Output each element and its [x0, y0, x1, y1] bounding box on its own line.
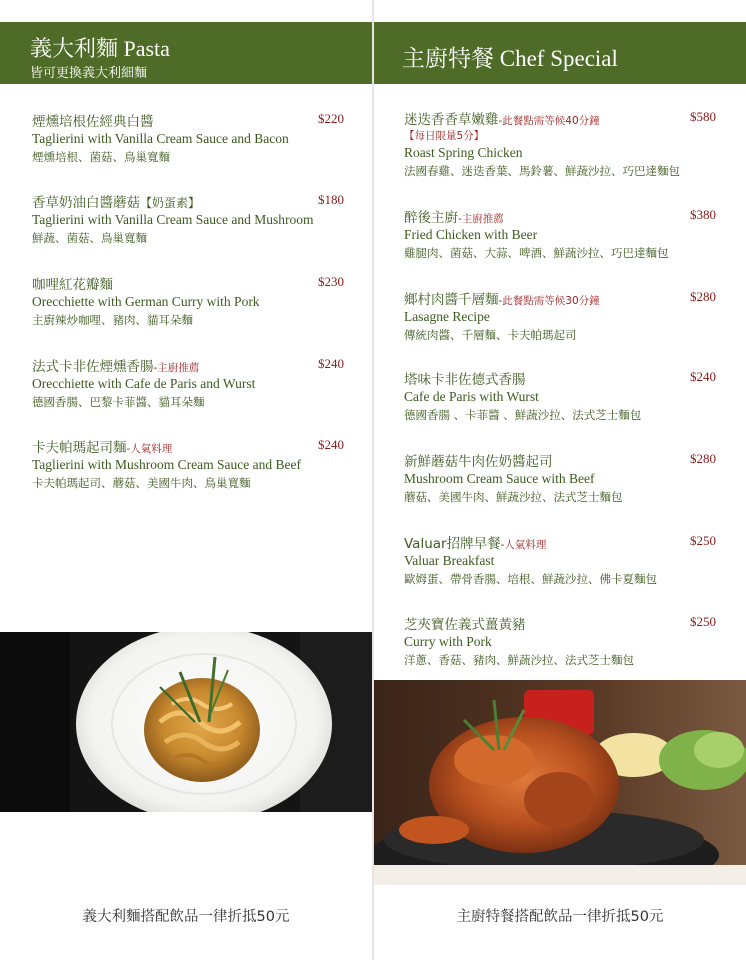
item-english-name: Taglierini with Vanilla Cream Sauce and Bacon	[32, 131, 289, 146]
special-item	[404, 108, 716, 180]
item-english-name: Fried Chicken with Beer	[404, 227, 538, 242]
special-header	[374, 22, 746, 84]
pasta-item	[32, 273, 344, 329]
special-item	[404, 368, 716, 424]
pasta-item	[32, 110, 344, 166]
special-footer-note: 主廚特餐搭配飲品一律折抵50元	[456, 909, 664, 925]
item-english-name: Valuar Breakfast	[404, 553, 495, 568]
pasta-photo-image	[0, 632, 372, 812]
special-item	[404, 532, 716, 588]
item-english-name: Mushroom Cream Sauce with Beef	[404, 471, 595, 486]
pasta-item	[32, 436, 344, 492]
item-price: $280	[690, 451, 716, 466]
special-item	[404, 206, 716, 262]
item-price: $250	[690, 614, 716, 629]
item-note: 【每日限量5分】	[404, 130, 485, 142]
item-description: 雞腿肉、菌菇、大蒜、啤酒、鮮蔬沙拉、巧巴達麵包	[404, 246, 669, 260]
item-description: 鮮蔬、菌菇、鳥巢寬麵	[32, 231, 147, 245]
special-title: 主廚特餐 Chef Special	[402, 46, 618, 71]
pasta-subtitle: 皆可更換義大利細麵	[30, 66, 148, 81]
item-english-name: Taglierini with Mushroom Cream Sauce and Beef	[32, 457, 301, 472]
item-description: 法國春雞、迷迭香葉、馬鈴薯、鮮蔬沙拉、巧巴達麵包	[404, 164, 680, 178]
item-description: 傳統肉醬、千層麵、卡夫帕瑪起司	[404, 328, 577, 342]
item-name: 醉後主廚-主廚推薦	[404, 210, 504, 226]
item-price: $240	[318, 356, 344, 371]
chicken-photo	[374, 680, 746, 885]
item-price: $220	[318, 111, 344, 126]
item-english-name: Orecchiette with Cafe de Paris and Wurst	[32, 376, 256, 391]
pasta-footer-note: 義大利麵搭配飲品一律折抵50元	[82, 909, 290, 925]
item-name: 新鮮蘑菇牛肉佐奶醬起司	[404, 454, 553, 470]
item-name: 塔味卡非佐德式香腸	[404, 372, 526, 388]
item-price: $380	[690, 207, 716, 222]
item-description: 洋蔥、香菇、豬肉、鮮蔬沙拉、法式芝士麵包	[404, 653, 634, 667]
item-name: 香草奶油白醬蘑菇【奶蛋素】	[32, 195, 201, 211]
item-name: 煙燻培根佐經典白醬	[32, 114, 154, 130]
special-item	[404, 450, 716, 506]
item-description: 德國香腸 、卡菲醬 、鮮蔬沙拉、法式芝士麵包	[404, 408, 642, 422]
item-name: 法式卡非佐煙燻香腸-主廚推薦	[32, 359, 200, 375]
item-name: 卡夫帕瑪起司麵-人氣料理	[32, 440, 173, 456]
item-name: 咖哩紅花瓣麵	[32, 277, 113, 293]
item-english-name: Lasagne Recipe	[404, 309, 490, 324]
item-description: 德國香腸、巴黎卡菲醬、貓耳朵麵	[32, 395, 205, 409]
pasta-photo	[0, 632, 372, 812]
item-price: $280	[690, 289, 716, 304]
item-description: 卡夫帕瑪起司、蘑菇、美國牛肉、鳥巢寬麵	[32, 476, 251, 490]
item-english-name: Orecchiette with German Curry with Pork	[32, 294, 260, 309]
item-price: $240	[690, 369, 716, 384]
item-name: 芝夾寶佐義式薑黃豬	[404, 617, 526, 633]
item-english-name: Roast Spring Chicken	[404, 145, 523, 160]
item-name: 迷迭香香草嫩雞-此餐點需等候40分鐘	[404, 112, 600, 128]
item-name: 鄉村肉醬千層麵-此餐點需等候30分鐘	[404, 292, 600, 308]
item-english-name: Taglierini with Vanilla Cream Sauce and Mushroom	[32, 212, 314, 227]
pasta-header	[0, 22, 372, 84]
item-price: $580	[690, 109, 716, 124]
item-description: 主廚辣炒咖哩、豬肉、貓耳朵麵	[32, 313, 193, 327]
item-price: $240	[318, 437, 344, 452]
item-name: Valuar招牌早餐-人氣料理	[404, 536, 547, 552]
item-description: 蘑菇、美國牛肉、鮮蔬沙拉、法式芝士麵包	[404, 490, 623, 504]
special-item	[404, 288, 716, 344]
chicken-photo-image	[374, 680, 746, 885]
pasta-item	[32, 191, 344, 247]
item-english-name: Cafe de Paris with Wurst	[404, 389, 539, 404]
special-item	[404, 613, 716, 669]
item-price: $180	[318, 192, 344, 207]
item-price: $250	[690, 533, 716, 548]
item-english-name: Curry with Pork	[404, 634, 492, 649]
pasta-item	[32, 355, 344, 411]
item-description: 煙燻培根、菌菇、鳥巢寬麵	[32, 150, 170, 164]
pasta-title: 義大利麵 Pasta	[30, 36, 170, 61]
item-price: $230	[318, 274, 344, 289]
item-description: 歐姆蛋、帶骨香腸、培根、鮮蔬沙拉、佛卡夏麵包	[404, 572, 657, 586]
